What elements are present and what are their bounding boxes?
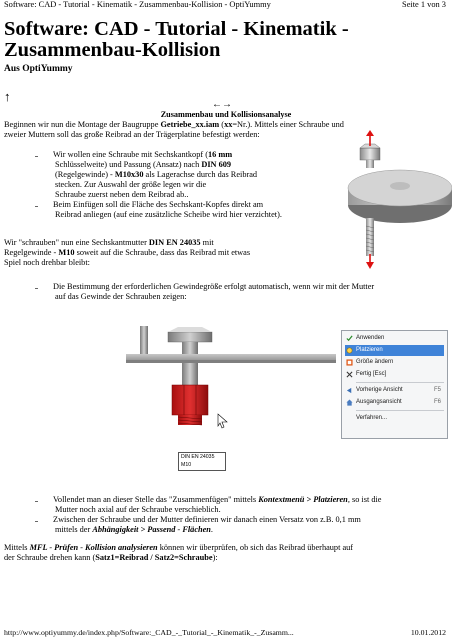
list-item: Die Bestimmung der erforderlichen Gewindegröße erfolgt automatisch, wenn wir mit der Mutter auf das Gewinde der Schrauben zeigen: [53, 282, 445, 302]
tooltip-size: M10 [181, 462, 192, 468]
menu-item-done[interactable]: Fertig [Esc] [345, 369, 444, 380]
resize-icon [346, 359, 353, 366]
menu-item-resize[interactable]: Größe ändern [345, 357, 444, 368]
close-icon [346, 371, 353, 378]
section-title: Zusammenbau und Kollisionsanalyse [160, 110, 292, 119]
list-item: Wir wollen eine Schraube mit Sechskantkopf (16 mm Schlüsselweite) und Passung (Ansatz) nach DIN 609 (Regelgewinde) - M10x30 als Lagerachse durch das Reibrad stecken. Zur Auswahl der größe legen wir die Schraube zuerst neben dem Reibrad ab.. [53, 150, 283, 200]
previous-view-icon [346, 387, 353, 394]
source-label: Aus OptiYummy [4, 64, 73, 74]
checkmark-icon [346, 335, 353, 342]
nut-paragraph: Wir "schrauben" nun eine Sechskantmutter DIN EN 24035 mit Regelgewinde - M10 soweit auf die Schraube, dass das Reibrad mit etwas Spiel noch drehbar bleibt: [4, 238, 251, 267]
bolt-and-wheel-image [338, 130, 452, 290]
bullet-list-1 [53, 150, 283, 220]
print-header-title: Software: CAD - Tutorial - Kinematik - Zusammenbau-Kollision - OptiYummy [4, 0, 271, 9]
closing-paragraph: Mittels MFL - Prüfen - Kollision analysieren können wir überprüfen, ob sich das Reibrad überhaupt auf der Schraube drehen kann (Satz1=Reibrad / Satz2=Schraube): [4, 543, 354, 562]
up-arrow-link[interactable]: ↑ [4, 89, 11, 104]
menu-item-apply[interactable]: Anwenden [345, 333, 444, 344]
menu-separator [356, 410, 444, 411]
prev-next-arrows[interactable]: ←→ [212, 99, 232, 110]
list-item: Zwischen der Schraube und der Mutter definieren wir danach einen Versatz von z.B. 0,1 mm mittels der Abhängigkeit > Passend - Flächen. [53, 515, 448, 535]
home-icon [346, 399, 353, 406]
size-tooltip [178, 452, 226, 471]
print-footer-date: 10.01.2012 [410, 628, 446, 637]
menu-item-place[interactable]: Platzieren [345, 345, 444, 356]
tooltip-standard: DIN EN 24035 [181, 454, 215, 460]
context-menu [341, 330, 448, 439]
print-page-counter: Seite 1 von 3 [402, 0, 446, 9]
menu-item-procedures[interactable]: Verfahren... [356, 415, 388, 421]
bullet-list-3 [53, 495, 448, 535]
print-footer-url: http://www.optiyummy.de/index.php/Software:_CAD_-_Tutorial_-_Kinematik_-_Zusamm... [4, 628, 294, 637]
page-title: Software: CAD - Tutorial - Kinematik - Zusammenbau-Kollision [4, 18, 349, 61]
intro-paragraph: Beginnen wir nun die Montage der Baugruppe Getriebe_xx.iam (xx=Nr.). Mittels einer Schraube und zweier Muttern soll das große Reibrad an der Trägerplatine befestigt werden: [4, 120, 344, 139]
menu-item-previous-view[interactable]: Vorherige Ansicht F5 [345, 385, 444, 396]
place-icon [346, 347, 353, 354]
list-item: Vollendet man an dieser Stelle das "Zusammenfügen" mittels Kontextmenü > Platzieren, so ist die Mutter noch axial auf der Schraube verschieblich. [53, 495, 448, 515]
list-item: Beim Einfügen soll die Fläche des Sechskant-Kopfes direkt am Reibrad anliegen (auf eine zusätzliche Scheibe wird hier verzichtet). [53, 200, 333, 220]
menu-separator [356, 382, 444, 383]
menu-item-home-view[interactable]: Ausgangsansicht F6 [345, 397, 444, 408]
nut-on-bolt-image [126, 326, 336, 430]
